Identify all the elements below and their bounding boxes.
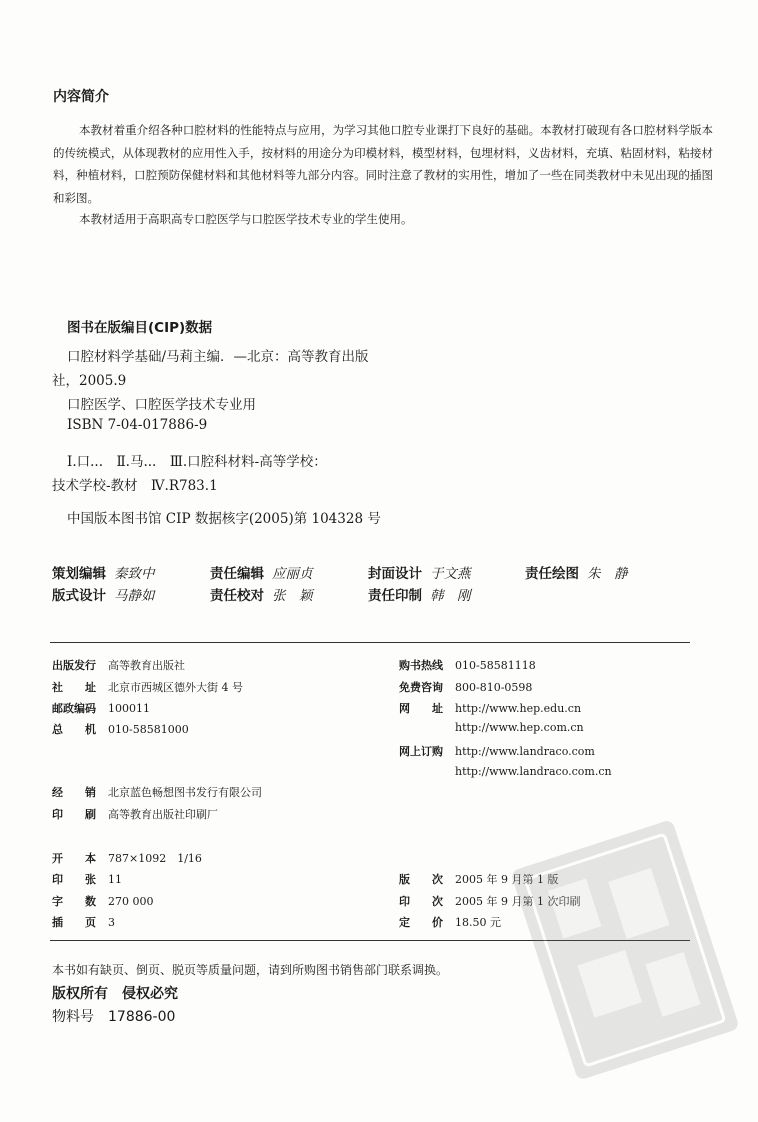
spec-label: 印 次 [399,895,443,908]
pub-info-value: 高等教育出版社印刷厂 [108,808,218,821]
spec-row [52,871,122,887]
credit-label: 责任校对 [210,588,264,604]
pub-info-label: 经 销 [52,786,96,799]
credit-entry [210,584,313,604]
pub-info-label: 印 刷 [52,808,96,821]
credit-entry [52,584,155,604]
cip-line: 社，2005.9 [52,373,127,389]
order-link[interactable]: http://www.landraco.com [455,745,595,758]
pub-info-value: 800-810-0598 [455,681,533,694]
spec-row [52,914,115,930]
cip-line: 口腔医学、口腔医学技术专业用 [67,397,256,413]
credit-label: 版式设计 [52,588,106,604]
pub-info-label: 总 机 [52,723,96,736]
pub-info-row [399,679,532,695]
spec-value: 3 [108,916,115,929]
intro-paragraph-1: 本教材着重介绍各种口腔材料的性能特点与应用，为学习其他口腔专业课打下良好的基础。本教材打破现有各口腔材料学版本的传统模式，从体现教材的应用性入手，按材料的用途分为印模材料，模型材料，包埋材料，义齿材料，充填、粘固材料，粘接材料，种植材料，口腔预防保健材料和其他材料等九部分内容。同时注意了教材的实用性，增加了一些在同类教材中未见出现的插图和彩图。 [53,123,713,205]
credit-entry [525,562,628,582]
credit-value: 张 颖 [272,588,313,604]
pub-info-row [399,657,536,673]
credit-value: 应丽贞 [272,566,313,582]
quality-notice: 本书如有缺页、倒页、脱页等质量问题，请到所购图书销售部门联系调换。 [52,963,449,977]
spec-row [399,914,501,930]
credit-entry [210,562,313,582]
cip-line: Ⅰ.口... Ⅱ.马... Ⅲ.口腔科材料-高等学校： [67,454,327,470]
library-stamp-watermark [498,807,753,1094]
spec-row [52,893,154,909]
pub-info-label: 社 址 [52,681,96,694]
spec-label: 字 数 [52,895,96,908]
pub-info-value: 010-58581000 [108,723,189,736]
pub-info-value: 高等教育出版社 [108,659,185,672]
spec-value: 2005 年 9 月第 1 次印刷 [455,895,581,908]
credit-entry [368,562,471,582]
pub-info-row [399,743,595,759]
credit-label: 策划编辑 [52,566,106,582]
pub-info-label: 免费咨询 [399,681,443,694]
pub-info-label: 网上订购 [399,745,443,758]
website-link[interactable]: http://www.hep.com.cn [455,721,584,734]
pub-info-value: 010-58581118 [455,659,536,672]
material-number: 物料号 17886-00 [52,1009,176,1025]
pub-info-row [52,657,185,673]
pub-info-row [399,765,612,778]
spec-row [52,850,202,866]
credit-entry [52,562,155,582]
cip-line: 口腔材料学基础/马莉主编．—北京：高等教育出版 [67,349,369,365]
spec-value: 270 000 [108,895,154,908]
cip-isbn: ISBN 7-04-017886-9 [67,417,208,433]
pub-info-label: 购书热线 [399,659,443,672]
credit-value: 韩 刚 [430,588,471,604]
pub-info-row [52,784,262,800]
credit-label: 责任印制 [368,588,422,604]
spec-value: 11 [108,873,122,886]
cip-number: 中国版本图书馆 CIP 数据核字(2005)第 104328 号 [67,511,381,527]
pub-info-label: 网 址 [399,702,443,715]
copyright-notice: 版权所有 侵权必究 [52,986,178,1002]
pub-info-value: 100011 [108,702,150,715]
cip-line: 技术学校-教材 Ⅳ.R783.1 [52,478,218,494]
spec-value: 2005 年 9 月第 1 版 [455,873,559,886]
pub-info-value: 北京蓝色畅想图书发行有限公司 [108,786,262,799]
cip-title: 图书在版编目(CIP)数据 [67,320,213,336]
spec-value: 18.50 元 [455,916,501,929]
spec-value: 787×1092 1/16 [108,852,202,865]
pub-info-row [52,721,189,737]
spec-label: 开 本 [52,852,96,865]
pub-info-value: 北京市西城区德外大街 4 号 [108,681,243,694]
pub-info-row [52,806,218,822]
top-divider [50,642,690,643]
website-link[interactable]: http://www.hep.edu.cn [455,702,582,715]
credit-value: 于文燕 [430,566,471,582]
credit-label: 责任编辑 [210,566,264,582]
pub-info-row [399,721,584,734]
spec-label: 定 价 [399,916,443,929]
pub-info-row [399,700,581,716]
spec-label: 版 次 [399,873,443,886]
pub-info-row [52,679,243,695]
credit-label: 责任绘图 [525,566,579,582]
pub-info-row [52,700,150,716]
credit-value: 秦致中 [114,566,155,582]
spec-label: 印 张 [52,873,96,886]
spec-label: 插 页 [52,916,96,929]
intro-title: 内容简介 [53,89,109,105]
credit-label: 封面设计 [368,566,422,582]
pub-info-label: 邮政编码 [52,702,96,715]
credit-entry [368,584,471,604]
credit-value: 马静如 [114,588,155,604]
intro-paragraph-2: 本教材适用于高职高专口腔医学与口腔医学技术专业的学生使用。 [79,212,413,226]
credit-value: 朱 静 [587,566,628,582]
pub-info-label: 出版发行 [52,659,96,672]
order-link[interactable]: http://www.landraco.com.cn [455,765,612,778]
